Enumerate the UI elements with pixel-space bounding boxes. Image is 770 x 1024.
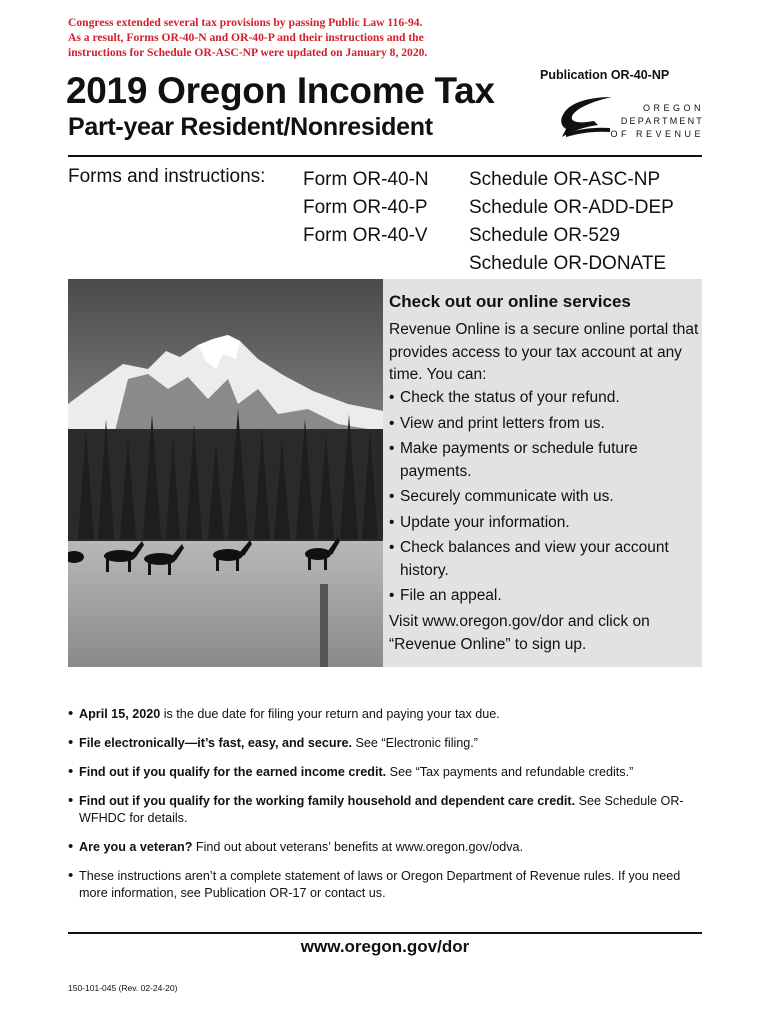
bullet-text: Find out about veterans’ benefits at www.oregon.gov/odva. [192, 840, 524, 854]
list-item [68, 735, 708, 752]
online-services-heading: Check out our online services [389, 292, 631, 311]
bullet-bold: Are you a veteran? [79, 840, 193, 854]
forms-label: Forms and instructions: [68, 166, 266, 187]
bullet-bold: April 15, 2020 [79, 707, 161, 721]
oregon-dor-logo [558, 95, 704, 145]
form-item: Form OR-40-V [303, 225, 428, 246]
notice-line: Congress extended several tax provisions by passing Public Law 116-94. [68, 16, 423, 29]
bullet-bold: Find out if you qualify for the working family household and dependent care credit. [79, 794, 576, 808]
list-item [68, 839, 708, 856]
list-item: • View and print letters from us. [389, 413, 699, 436]
update-notice [68, 15, 528, 60]
notice-line: As a result, Forms OR-40-N and OR-40-P and their instructions and the [68, 31, 424, 44]
form-item: Form OR-40-P [303, 197, 428, 218]
notice-line: instructions for Schedule OR-ASC-NP were updated on January 8, 2020. [68, 46, 428, 59]
list-item [68, 868, 708, 902]
list-item: • Check balances and view your account history. [389, 537, 699, 582]
footer-divider [68, 932, 702, 934]
oregon-dor-swoosh-icon [558, 95, 614, 141]
logo-line: DEPARTMENT [620, 116, 704, 126]
page-title: 2019 Oregon Income Tax [66, 70, 495, 111]
publication-number: Publication OR-40-NP [540, 68, 670, 82]
key-info-list [68, 706, 708, 914]
schedule-item: Schedule OR-ADD-DEP [469, 197, 674, 218]
online-services-list [389, 387, 699, 611]
list-item: • Check the status of your refund. [389, 387, 699, 410]
list-item: • Securely communicate with us. [389, 486, 699, 509]
online-services-visit: Visit www.oregon.gov/dor and click on “Revenue Online” to sign up. [389, 613, 650, 653]
footer-url: www.oregon.gov/dor [300, 937, 470, 956]
bullet-text: See Schedule OR-WFHDC for details. [79, 794, 684, 825]
bullet-text: These instructions aren’t a complete statement of laws or Oregon Department of Revenue rules. If you need more information, see Publication OR-17 or contact us. [79, 869, 681, 900]
list-item: • Update your information. [389, 512, 699, 535]
list-item: • Make payments or schedule future payments. [389, 438, 699, 483]
online-services-intro: Revenue Online is a secure online portal that provides access to your tax account at any time. You can: [389, 321, 699, 383]
bullet-bold: File electronically—it’s fast, easy, and secure. [79, 736, 352, 750]
bullet-bold: Find out if you qualify for the earned income credit. [79, 765, 387, 779]
schedule-item: Schedule OR-ASC-NP [469, 169, 661, 190]
logo-line: OREGON [642, 103, 704, 113]
bullet-text: See “Tax payments and refundable credits.” [386, 765, 634, 779]
list-item [68, 706, 708, 723]
schedule-item: Schedule OR-DONATE [469, 253, 667, 274]
bullet-text: See “Electronic filing.” [352, 736, 478, 750]
form-number: 150-101-045 (Rev. 02-24-20) [68, 983, 178, 993]
list-item [68, 793, 708, 827]
schedule-item: Schedule OR-529 [469, 225, 621, 246]
bullet-text: is the due date for filing your return and paying your tax due. [160, 707, 500, 721]
list-item: • File an appeal. [389, 585, 699, 608]
page-subtitle: Part-year Resident/Nonresident [68, 113, 433, 141]
header-divider [68, 155, 702, 157]
schedules-list [469, 166, 674, 278]
mountain-horses-photo [68, 279, 383, 667]
forms-list [303, 166, 429, 250]
logo-line: OF REVENUE [610, 129, 704, 139]
form-item: Form OR-40-N [303, 169, 429, 190]
list-item [68, 764, 708, 781]
